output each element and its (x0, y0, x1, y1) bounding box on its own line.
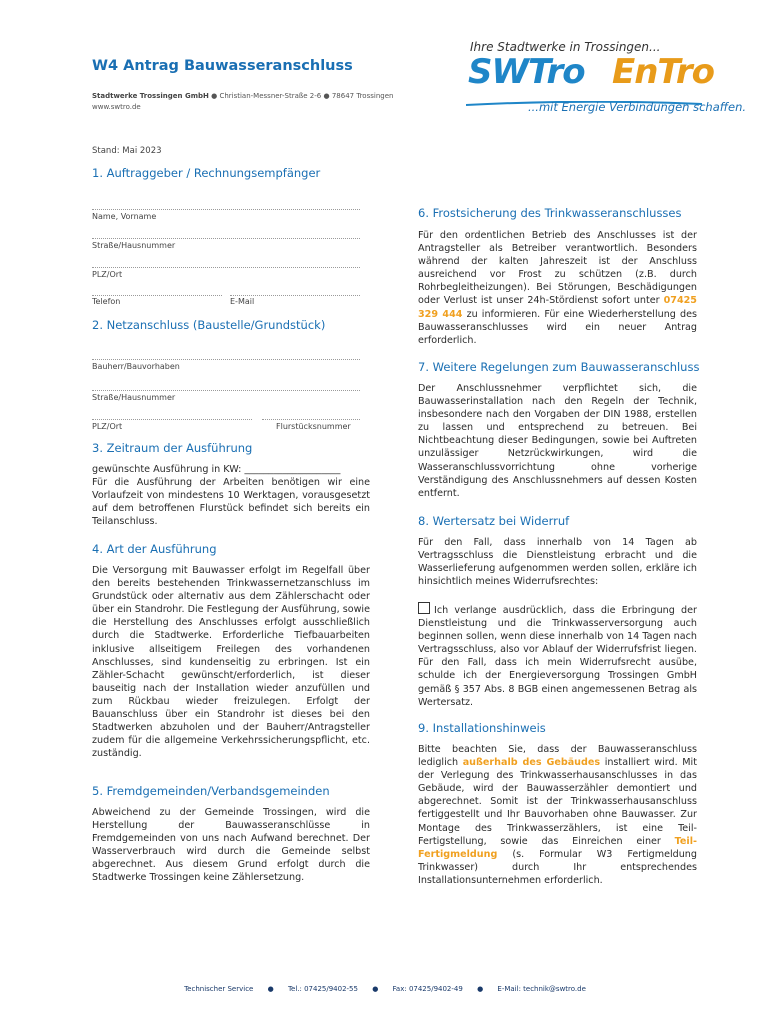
section-7-heading: 7. Weitere Regelungen zum Bauwasseranschluss (418, 360, 700, 374)
footer-service: Technischer Service (184, 985, 254, 993)
section-9-t3: (s. Formular W3 Fertigmeldung Trinkwasser) durch Ihr entsprechendes Installationsunternehmen erforderlich. (418, 848, 697, 886)
section-6-text-before: Für den ordentlichen Betrieb des Anschlusses ist der Antragsteller als Betreiber verantwortlich. Besonders während der kalten Jahreszeit ist der Anschluss ausreichend vor Frost zu schützen (z.B. durch Rohrbegleitheizungen). Bei Störungen, Beschädigungen oder Verlust ist unser 24h-Stördienst sofort unter (418, 230, 697, 307)
bullet: ● (477, 985, 484, 993)
highlight-ausserhalb: außerhalb des Gebäudes (462, 757, 601, 769)
footer (0, 985, 770, 993)
company-city: 78647 Trossingen (331, 92, 394, 100)
section-3-text: Für die Ausführung der Arbeiten benötigen wir eine Vorlaufzeit von mindestens 10 Werktagen, vorausgesetzt auf dem betroffenen Flurstück befindet sich bereits ein Teilanschluss. (92, 477, 370, 528)
stand-date: Stand: Mai 2023 (92, 146, 162, 156)
website[interactable]: www.swtro.de (92, 103, 141, 111)
phone-field[interactable] (92, 294, 222, 296)
site-street-field[interactable] (92, 389, 360, 391)
name-field[interactable] (92, 208, 360, 210)
plz-ort-field[interactable] (92, 266, 360, 268)
bullet: ● (372, 985, 379, 993)
site-street-label: Straße/Hausnummer (92, 393, 176, 402)
widerruf-checkbox-block (418, 602, 697, 709)
flurstueck-label: Flurstücksnummer (276, 422, 351, 431)
section-9-text (418, 743, 697, 887)
section-9-t2: installiert wird. Mit der Verlegung des Trinkwasserhausanschlusses in das Gebäude, wird der Bauwasserzähler demontiert und abgerechnet. Somit ist der Trinkwasserhausanschluss fertiggestellt und Ihr Bauvorhaben ohne Bauwasser. Zur Montage des Trinkwasserzählers, ist eine Teil-Fertigstellung, sowie das Einreichen einer (418, 757, 697, 847)
plz-ort-label: PLZ/Ort (92, 270, 123, 279)
logo-swtro: SWTro (468, 52, 585, 92)
bullet: ● (211, 92, 218, 100)
section-8-heading: 8. Wertersatz bei Widerruf (418, 514, 570, 528)
company-name: Stadtwerke Trossingen GmbH (92, 92, 209, 100)
flurstueck-field[interactable] (262, 418, 360, 420)
site-plz-label: PLZ/Ort (92, 422, 123, 431)
stoerdienst-phone[interactable]: 07425 329 444 (418, 295, 697, 320)
street-field[interactable] (92, 237, 360, 239)
company-line (92, 92, 393, 100)
company-address: Christian-Messner-Straße 2-6 (219, 92, 322, 100)
kw-input-line[interactable]: gewünschte Ausführung in KW: ____________________ (92, 464, 341, 475)
section-3-heading: 3. Zeitraum der Ausführung (92, 441, 253, 455)
site-plz-field[interactable] (92, 418, 252, 420)
section-8-text: Für den Fall, dass innerhalb von 14 Tagen ab Vertragsschluss die Dienstleistung erbracht und die Wasserlieferung aufgenommen werden sollen, erkläre ich hinsichtlich meines Widerrufsrechtes: (418, 537, 697, 588)
section-4-text: Die Versorgung mit Bauwasser erfolgt im Regelfall über den bereits bestehenden Trinkwassernetzanschluss im Grundstück oder alternativ aus dem Zählerschacht oder über ein Standrohr. Die Festlegung der Ausführung, sowie die Herstellung des Anschlusses erfolgt ausschließlich durch die Stadtwerke. Erforderliche Tiefbauarbeiten inklusive allseitigem Freilegen des vorhandenen Anschlusses, sind kundenseitig zu erbringen. Ist ein Zähler-Schacht gewünscht/erforderlich, ist dieser bauseitig nach der Installation wieder anzufüllen und zum Rückbau wieder freizulegen. Erfolgt der Bauanschluss über ein Standrohr ist dieses bei den Stadtwerken abzuholen und der Bauherr/Antragsteller zudem für die allgemeine Verkehrssicherungspflicht, etc. zuständig. (92, 565, 370, 760)
section-2-heading: 2. Netzanschluss (Baustelle/Grundstück) (92, 318, 326, 332)
bullet: ● (267, 985, 274, 993)
bauherr-label: Bauherr/Bauvorhaben (92, 362, 180, 371)
name-label: Name, Vorname (92, 212, 157, 221)
widerruf-checkbox[interactable] (418, 602, 430, 614)
section-6-text (418, 229, 697, 347)
section-6-heading: 6. Frostsicherung des Trinkwasseranschlusses (418, 206, 682, 220)
phone-label: Telefon (92, 297, 121, 306)
email-label: E-Mail (230, 297, 255, 306)
section-9-heading: 9. Installationshinweis (418, 721, 546, 735)
highlight-teil-fertigmeldung: Teil-Fertigmeldung (418, 835, 697, 860)
widerruf-checkbox-text: Ich verlange ausdrücklich, dass die Erbringung der Dienstleistung und die Trinkwasserversorgung auch beginnen sollen, wenn diese innerhalb von 14 Tagen nach Vertragsschluss, also vor Ablauf der Widerrufsfrist liegen. Für den Fall, dass ich mein Widerrufsrecht ausübe, schulde ich der Energieversorgung Trossingen GmbH gemäß § 357 Abs. 8 BGB einen angemessenen Betrag als Wertersatz. (418, 605, 697, 708)
logo-entro: EnTro (612, 52, 715, 92)
section-5-text: Abweichend zu der Gemeinde Trossingen, wird die Herstellung der Bauwasseranschlüsse in Fremdgemeinden von uns nach Aufwand berechnet. Der Wasserverbrauch wird durch die Gemeinde selbst abgerechnet. Aus diesem Grund erfolgt durch die Stadtwerke Trossingen keine Zählersetzung. (92, 807, 370, 884)
logo-tagline-top: Ihre Stadtwerke in Trossingen... (470, 40, 661, 54)
email-field[interactable] (230, 294, 360, 296)
bullet: ● (323, 92, 330, 100)
section-5-heading: 5. Fremdgemeinden/Verbandsgemeinden (92, 784, 330, 798)
section-4-heading: 4. Art der Ausführung (92, 542, 217, 556)
logo-tagline-bottom: ...mit Energie Verbindungen schaffen. (528, 100, 747, 114)
street-label: Straße/Hausnummer (92, 241, 176, 250)
section-9-t1: Bitte beachten Sie, dass der Bauwasseranschluss lediglich (418, 744, 697, 769)
bauherr-field[interactable] (92, 358, 360, 360)
document-title: W4 Antrag Bauwasseranschluss (92, 58, 353, 74)
footer-tel[interactable]: Tel.: 07425/9402-55 (287, 985, 358, 993)
logo-swoosh (466, 92, 702, 96)
section-6-text-after: zu informieren. Für eine Wiederherstellung des Bauwasseranschlusses wird ein neuer Antrag erforderlich. (418, 308, 697, 346)
footer-fax: Fax: 07425/9402-49 (392, 985, 463, 993)
section-1-heading: 1. Auftraggeber / Rechnungsempfänger (92, 166, 321, 180)
footer-email[interactable]: E-Mail: technik@swtro.de (497, 985, 586, 993)
section-7-text: Der Anschlussnehmer verpflichtet sich, die Bauwasserinstallation nach den Regeln der Technik, insbesondere nach den Vorgaben der DIN 1988, erstellen zu lassen und entsprechend zu betreuen. Bei Nichtbeachtung dieser Bedingungen, sowie bei Auftreten unzulässiger Netzrückwirkungen, wird die Wasseranschlussvorrichtung ohne vorherige Verständigung des Anschlussnehmers auf dessen Kosten entfernt. (418, 383, 697, 499)
